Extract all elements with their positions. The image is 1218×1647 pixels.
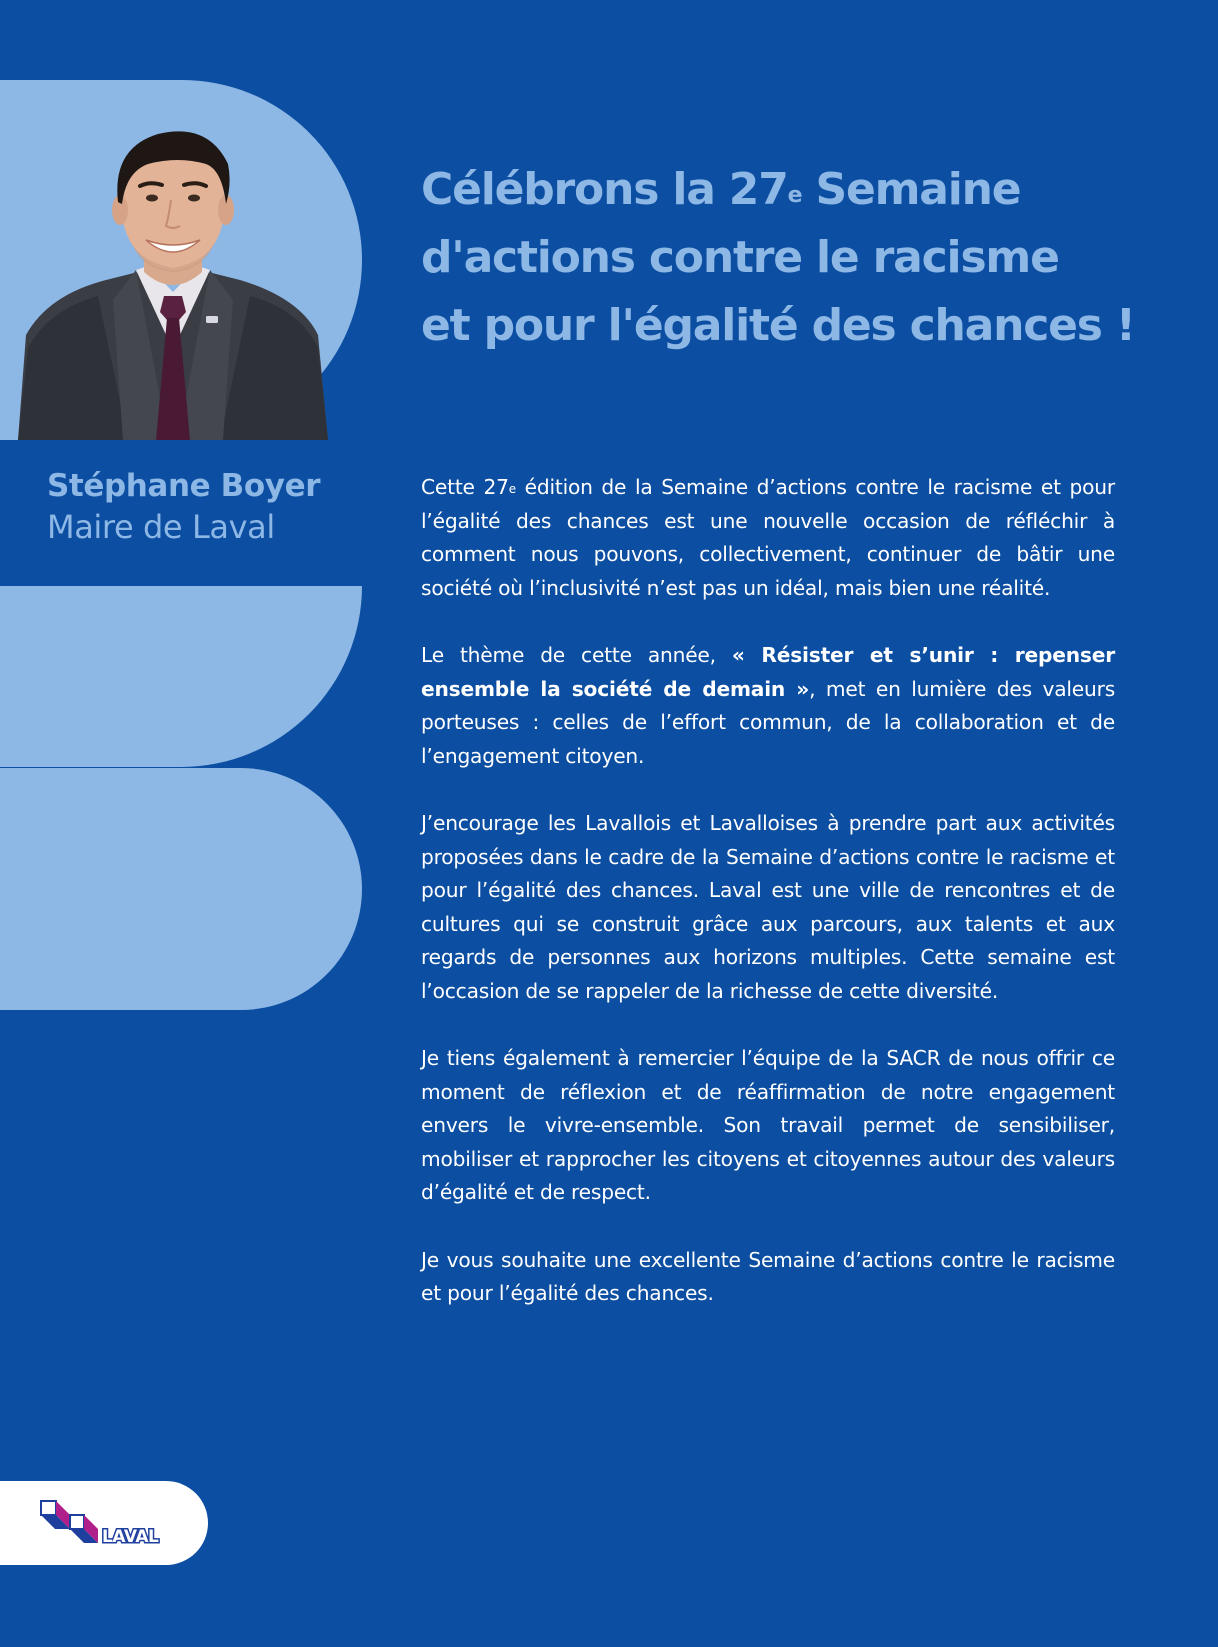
- paragraph-4: Je tiens également à remercier l’équipe de la SACR de nous offrir ce moment de réflexion et de réaffirmation de notre engagement envers le vivre-ensemble. Son travail permet de sensibiliser, mobiliser et rapprocher les citoyens et citoyennes autour des valeurs d’égalité et de respect.: [421, 1046, 1115, 1205]
- mayor-photo-illustration: [18, 120, 328, 440]
- headline-superscript: e: [787, 183, 802, 208]
- logo-container: [0, 1481, 208, 1565]
- mayor-name: Stéphane Boyer: [47, 468, 321, 504]
- headline-line-1: Célébrons la 27e Semaine: [421, 164, 1021, 215]
- laval-logo: [38, 1495, 178, 1551]
- page-title: [421, 156, 1181, 360]
- decorative-quarter-shape: [0, 586, 362, 767]
- mayor-title: Maire de Laval: [47, 508, 275, 546]
- headline-line-3: et pour l'égalité des chances !: [421, 300, 1135, 351]
- paragraph-1: Cette 27e édition de la Semaine d’actions contre le racisme et pour l’égalité des chances est une nouvelle occasion de réfléchir à comment nous pouvons, collectivement, continuer de bâtir une société où l’inclusivité n’est pas un idéal, mais bien une réalité.: [421, 475, 1115, 600]
- decorative-rounded-shape-bottom: [0, 768, 362, 1010]
- mayor-portrait: [18, 120, 328, 440]
- paragraph-3: J’encourage les Lavallois et Lavalloises à prendre part aux activités proposées dans le cadre de la Semaine d’actions contre le racisme et pour l’égalité des chances. Laval est une ville de rencontres et de cultures qui se construit grâce aux parcours, aux talents et aux regards de personnes aux horizons multiples. Cette semaine est l’occasion de se rappeler de la richesse de cette diversité.: [421, 810, 1115, 1003]
- headline-line-2: d'actions contre le racisme: [421, 232, 1059, 283]
- laval-wordmark: LAVAL: [102, 1527, 159, 1547]
- paragraph-2: Le thème de cette année, « Résister et s’unir : repenser ensemble la société de demain », met en lumière des valeurs porteuses : celles de l’effort commun, de la collaboration et de l’engagement citoyen.: [421, 642, 1116, 768]
- theme-title: « Résister et s’unir : repenser ensemble la société de demain »: [421, 642, 1115, 701]
- message-body: [421, 471, 1115, 1344]
- paragraph-5: Je vous souhaite une excellente Semaine d’actions contre le racisme et pour l’égalité des chances.: [421, 1247, 1115, 1306]
